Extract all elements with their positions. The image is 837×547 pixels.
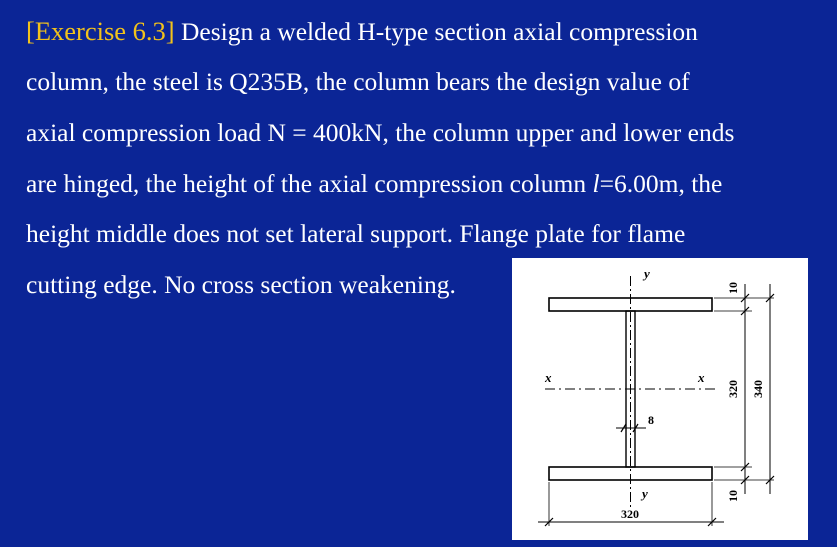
axis-x-right-label: x (698, 370, 705, 385)
axis-y-top-label: y (644, 266, 650, 281)
length-symbol: l (592, 169, 600, 198)
text-line-2: column, the steel is Q235B, the column bears the design value of (26, 67, 690, 96)
text-line-1-body: Design a welded H-type section axial compression (174, 17, 698, 46)
h-section-figure (512, 258, 808, 540)
text-line-4 (26, 169, 722, 199)
total-height-label: 340 (751, 380, 765, 398)
web-height-label: 320 (726, 380, 740, 398)
axis-y-bottom-label: y (642, 486, 648, 501)
text-line-4-body: are hinged, the height of the axial compression column (26, 169, 593, 198)
web-thickness-label: 8 (648, 413, 654, 427)
width-label: 320 (621, 507, 639, 521)
axis-x-left-label: x (545, 370, 552, 385)
h-section-drawing (512, 258, 808, 540)
text-line-5: height middle does not set lateral support. Flange plate for flame (26, 219, 686, 248)
text-line-3: axial compression load N = 400kN, the column upper and lower ends (26, 118, 735, 147)
flange-top-thickness-label: 10 (726, 282, 740, 294)
flange-bottom-thickness-label: 10 (726, 490, 740, 502)
exercise-tag: [Exercise 6.3] (26, 16, 175, 46)
length-value: =6.00m, the (599, 169, 723, 198)
text-line-6: cutting edge. No cross section weakening. (26, 270, 456, 299)
text-line-1 (26, 16, 698, 47)
